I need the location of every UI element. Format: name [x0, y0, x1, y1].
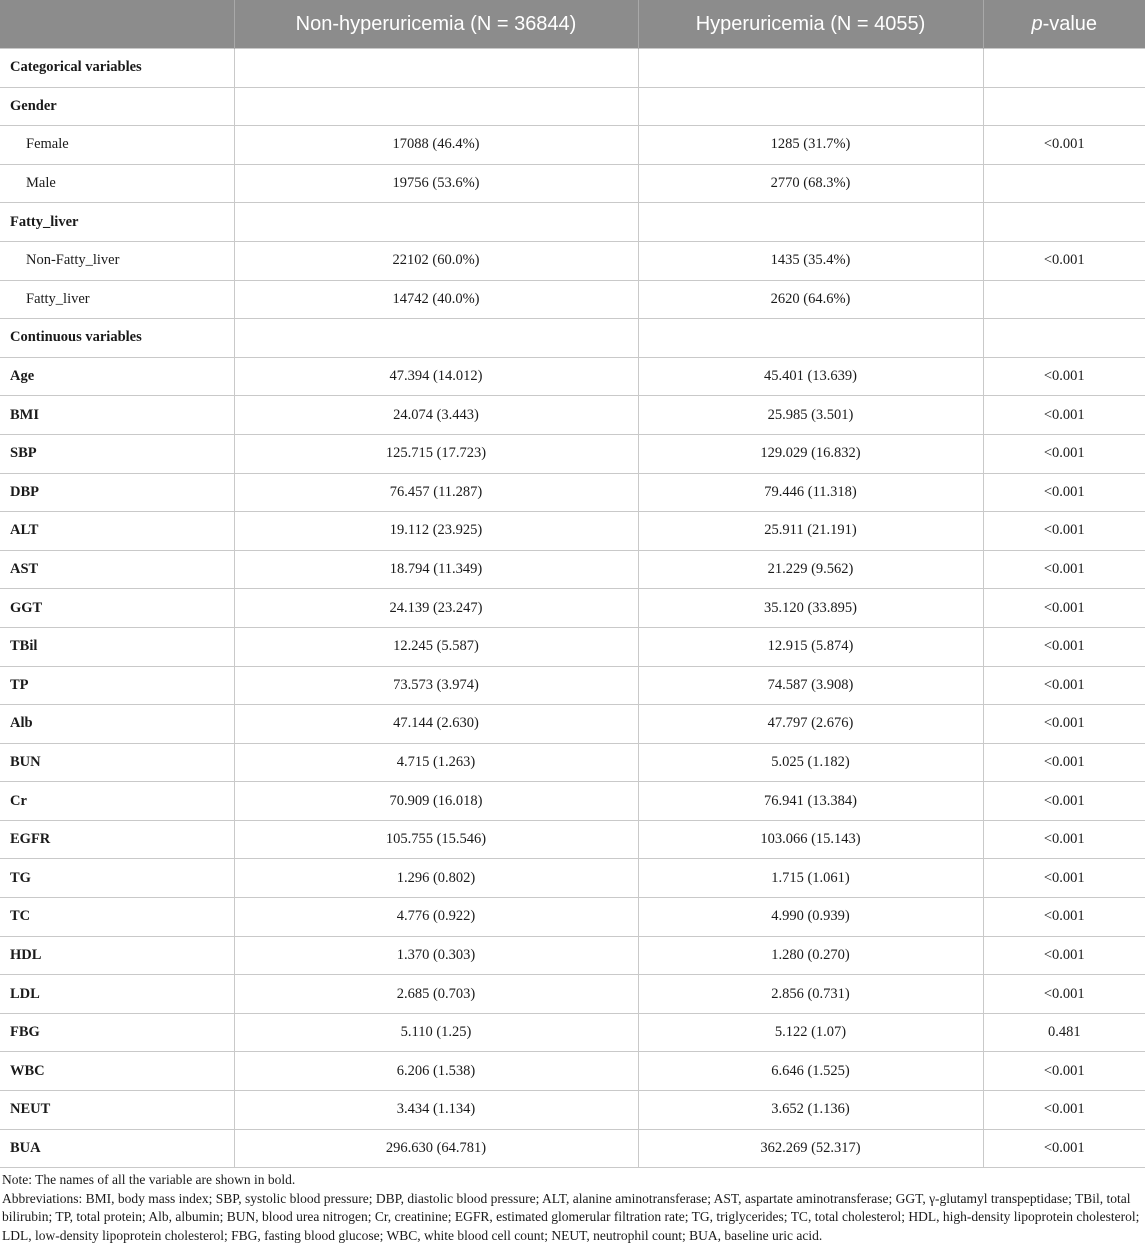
cell-non-hyperuricemia: 1.370 (0.303) — [234, 936, 638, 975]
cell-hyperuricemia: 1.280 (0.270) — [638, 936, 983, 975]
cell-p-value: <0.001 — [983, 975, 1145, 1014]
row-label: BUN — [0, 743, 234, 782]
cell-non-hyperuricemia: 19.112 (23.925) — [234, 512, 638, 551]
row-label: Alb — [0, 705, 234, 744]
cell-hyperuricemia: 47.797 (2.676) — [638, 705, 983, 744]
cell-p-value — [983, 203, 1145, 242]
table-row — [0, 743, 1145, 782]
header-non-hyperuricemia: Non-hyperuricemia (N = 36844) — [234, 0, 638, 49]
table-row — [0, 1129, 1145, 1168]
cell-hyperuricemia: 25.911 (21.191) — [638, 512, 983, 551]
cell-p-value: <0.001 — [983, 357, 1145, 396]
cell-non-hyperuricemia: 73.573 (3.974) — [234, 666, 638, 705]
row-label: TC — [0, 898, 234, 937]
table-row — [0, 241, 1145, 280]
row-label: Fatty_liver — [0, 280, 234, 319]
cell-non-hyperuricemia: 12.245 (5.587) — [234, 627, 638, 666]
cell-p-value: <0.001 — [983, 743, 1145, 782]
cell-non-hyperuricemia: 24.074 (3.443) — [234, 396, 638, 435]
cell-p-value: <0.001 — [983, 512, 1145, 551]
cell-p-value: <0.001 — [983, 627, 1145, 666]
cell-p-value: <0.001 — [983, 936, 1145, 975]
cell-p-value: <0.001 — [983, 396, 1145, 435]
cell-hyperuricemia: 12.915 (5.874) — [638, 627, 983, 666]
cell-p-value: 0.481 — [983, 1013, 1145, 1052]
table-row — [0, 280, 1145, 319]
cell-hyperuricemia: 1435 (35.4%) — [638, 241, 983, 280]
cell-p-value: <0.001 — [983, 434, 1145, 473]
cell-hyperuricemia: 4.990 (0.939) — [638, 898, 983, 937]
header-hyperuricemia: Hyperuricemia (N = 4055) — [638, 0, 983, 49]
table-row — [0, 203, 1145, 242]
cell-p-value: <0.001 — [983, 782, 1145, 821]
cell-non-hyperuricemia: 105.755 (15.546) — [234, 820, 638, 859]
row-label: LDL — [0, 975, 234, 1014]
row-label: Continuous variables — [0, 319, 234, 358]
header-p-italic: p — [1031, 12, 1043, 35]
row-label: SBP — [0, 434, 234, 473]
table-row — [0, 627, 1145, 666]
cell-p-value: <0.001 — [983, 705, 1145, 744]
table-row — [0, 1091, 1145, 1130]
row-label: Gender — [0, 87, 234, 126]
table-row — [0, 49, 1145, 88]
table-row — [0, 512, 1145, 551]
table-row — [0, 936, 1145, 975]
table-row — [0, 820, 1145, 859]
table-row — [0, 589, 1145, 628]
cell-hyperuricemia — [638, 203, 983, 242]
cell-p-value: <0.001 — [983, 1091, 1145, 1130]
cell-hyperuricemia: 21.229 (9.562) — [638, 550, 983, 589]
cell-non-hyperuricemia: 4.776 (0.922) — [234, 898, 638, 937]
cell-non-hyperuricemia: 14742 (40.0%) — [234, 280, 638, 319]
table-row — [0, 434, 1145, 473]
row-label: GGT — [0, 589, 234, 628]
row-label: TBil — [0, 627, 234, 666]
table-row — [0, 396, 1145, 435]
table-row — [0, 782, 1145, 821]
cell-hyperuricemia — [638, 319, 983, 358]
cell-non-hyperuricemia: 5.110 (1.25) — [234, 1013, 638, 1052]
cell-p-value: <0.001 — [983, 1052, 1145, 1091]
cell-hyperuricemia: 103.066 (15.143) — [638, 820, 983, 859]
cell-non-hyperuricemia: 17088 (46.4%) — [234, 126, 638, 165]
cell-hyperuricemia: 45.401 (13.639) — [638, 357, 983, 396]
cell-hyperuricemia: 1.715 (1.061) — [638, 859, 983, 898]
cell-hyperuricemia: 74.587 (3.908) — [638, 666, 983, 705]
cell-hyperuricemia — [638, 87, 983, 126]
table-row — [0, 164, 1145, 203]
table-row — [0, 319, 1145, 358]
cell-hyperuricemia: 2620 (64.6%) — [638, 280, 983, 319]
table-row — [0, 705, 1145, 744]
cell-non-hyperuricemia: 125.715 (17.723) — [234, 434, 638, 473]
cell-non-hyperuricemia: 76.457 (11.287) — [234, 473, 638, 512]
cell-non-hyperuricemia: 22102 (60.0%) — [234, 241, 638, 280]
cell-hyperuricemia: 79.446 (11.318) — [638, 473, 983, 512]
row-label: BUA — [0, 1129, 234, 1168]
cell-hyperuricemia: 129.029 (16.832) — [638, 434, 983, 473]
row-label: WBC — [0, 1052, 234, 1091]
table-row — [0, 859, 1145, 898]
cell-p-value: <0.001 — [983, 859, 1145, 898]
row-label: HDL — [0, 936, 234, 975]
cell-hyperuricemia: 1285 (31.7%) — [638, 126, 983, 165]
cell-p-value: <0.001 — [983, 473, 1145, 512]
row-label: Female — [0, 126, 234, 165]
cell-non-hyperuricemia: 4.715 (1.263) — [234, 743, 638, 782]
cell-hyperuricemia: 25.985 (3.501) — [638, 396, 983, 435]
cell-non-hyperuricemia: 24.139 (23.247) — [234, 589, 638, 628]
cell-hyperuricemia: 3.652 (1.136) — [638, 1091, 983, 1130]
row-label: NEUT — [0, 1091, 234, 1130]
cell-p-value: <0.001 — [983, 589, 1145, 628]
cell-hyperuricemia: 6.646 (1.525) — [638, 1052, 983, 1091]
row-label: Fatty_liver — [0, 203, 234, 242]
cell-non-hyperuricemia: 1.296 (0.802) — [234, 859, 638, 898]
row-label: Age — [0, 357, 234, 396]
row-label: DBP — [0, 473, 234, 512]
cell-non-hyperuricemia: 18.794 (11.349) — [234, 550, 638, 589]
table-row — [0, 666, 1145, 705]
footnote-abbreviations: Abbreviations: BMI, body mass index; SBP, systolic blood pressure; DBP, diastolic blood pressure; ALT, alanine aminotransferase; AST, aspartate aminotransferase; GGT, γ-glutamyl transpeptidase; TBil, total bilirubin; TP, total protein; Alb, albumin; BUN, blood urea nitrogen; Cr, creatinine; EGFR, estimated glomerular filtration rate; TG, triglycerides; TC, total cholesterol; HDL, high-density lipoprotein cholesterol; LDL, low-density lipoprotein cholesterol; FBG, fasting blood glucose; WBC, white blood cell count; NEUT, neutrophil count; BUA, baseline uric acid. — [2, 1190, 1140, 1243]
cell-p-value — [983, 319, 1145, 358]
cell-non-hyperuricemia: 3.434 (1.134) — [234, 1091, 638, 1130]
row-label: TG — [0, 859, 234, 898]
cell-non-hyperuricemia: 2.685 (0.703) — [234, 975, 638, 1014]
table-row — [0, 357, 1145, 396]
table-row — [0, 975, 1145, 1014]
cell-p-value: <0.001 — [983, 898, 1145, 937]
cell-non-hyperuricemia: 47.394 (14.012) — [234, 357, 638, 396]
table-row — [0, 87, 1145, 126]
cell-p-value — [983, 280, 1145, 319]
cell-hyperuricemia: 362.269 (52.317) — [638, 1129, 983, 1168]
cell-p-value — [983, 87, 1145, 126]
row-label: Cr — [0, 782, 234, 821]
row-label: Categorical variables — [0, 49, 234, 88]
row-label: Male — [0, 164, 234, 203]
cell-non-hyperuricemia — [234, 49, 638, 88]
cell-p-value — [983, 164, 1145, 203]
row-label: EGFR — [0, 820, 234, 859]
footnote-note: Note: The names of all the variable are shown in bold. — [2, 1172, 296, 1187]
header-variable — [0, 0, 234, 49]
table-row — [0, 1013, 1145, 1052]
cell-hyperuricemia: 2.856 (0.731) — [638, 975, 983, 1014]
cell-hyperuricemia: 5.122 (1.07) — [638, 1013, 983, 1052]
table-row — [0, 126, 1145, 165]
cell-p-value: <0.001 — [983, 1129, 1145, 1168]
cell-p-value — [983, 49, 1145, 88]
cell-p-value: <0.001 — [983, 550, 1145, 589]
table-row — [0, 898, 1145, 937]
header-row — [0, 0, 1145, 49]
row-label: FBG — [0, 1013, 234, 1052]
cell-hyperuricemia: 35.120 (33.895) — [638, 589, 983, 628]
table-row — [0, 473, 1145, 512]
table-row — [0, 550, 1145, 589]
cell-hyperuricemia: 76.941 (13.384) — [638, 782, 983, 821]
row-label: AST — [0, 550, 234, 589]
row-label: Non-Fatty_liver — [0, 241, 234, 280]
row-label: TP — [0, 666, 234, 705]
row-label: BMI — [0, 396, 234, 435]
cell-non-hyperuricemia — [234, 319, 638, 358]
cell-non-hyperuricemia — [234, 203, 638, 242]
cell-p-value: <0.001 — [983, 126, 1145, 165]
cell-hyperuricemia: 2770 (68.3%) — [638, 164, 983, 203]
cell-non-hyperuricemia — [234, 87, 638, 126]
cell-non-hyperuricemia: 6.206 (1.538) — [234, 1052, 638, 1091]
table-row — [0, 1052, 1145, 1091]
cell-non-hyperuricemia: 296.630 (64.781) — [234, 1129, 638, 1168]
row-label: ALT — [0, 512, 234, 551]
cell-non-hyperuricemia: 70.909 (16.018) — [234, 782, 638, 821]
cell-p-value: <0.001 — [983, 820, 1145, 859]
cell-non-hyperuricemia: 19756 (53.6%) — [234, 164, 638, 203]
header-p-value — [983, 0, 1145, 49]
cell-non-hyperuricemia: 47.144 (2.630) — [234, 705, 638, 744]
cell-p-value: <0.001 — [983, 666, 1145, 705]
table-header — [0, 0, 1145, 49]
table-footnotes — [2, 1171, 1140, 1245]
cell-hyperuricemia — [638, 49, 983, 88]
cell-p-value: <0.001 — [983, 241, 1145, 280]
cell-hyperuricemia: 5.025 (1.182) — [638, 743, 983, 782]
table-body — [0, 49, 1145, 1168]
header-p-rest: -value — [1042, 12, 1098, 35]
